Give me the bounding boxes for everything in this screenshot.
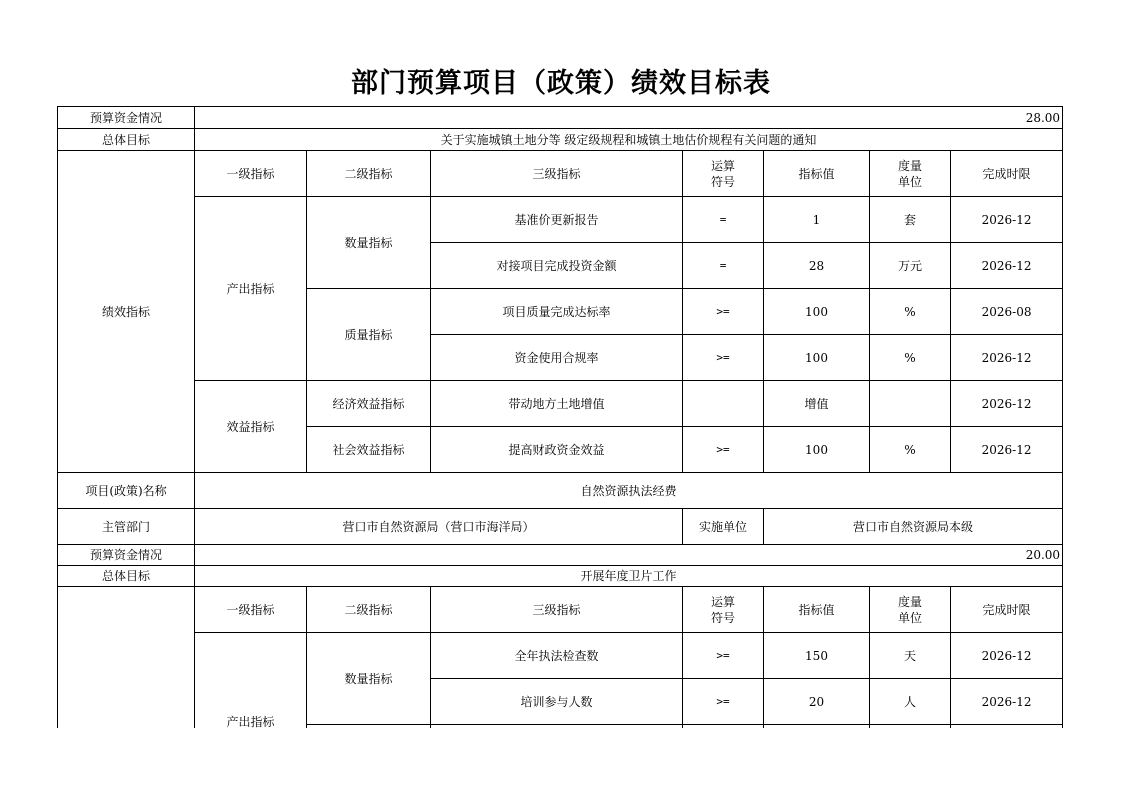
header-deadline: 完成时限	[951, 151, 1063, 197]
benefit-indicator-label: 效益指标	[195, 381, 307, 473]
quantity-indicator-label: 数量指标	[307, 197, 431, 289]
goal-label: 总体目标	[58, 129, 195, 151]
output-indicator-label: 产出指标	[195, 633, 307, 729]
header-unit: 度量 单位	[870, 587, 951, 633]
cell	[307, 725, 431, 729]
header-operator: 运算 符号	[683, 151, 764, 197]
indicator-value: 增值	[764, 381, 870, 427]
indicator-unit: %	[870, 335, 951, 381]
goal-text: 开展年度卫片工作	[195, 566, 1063, 587]
cell	[683, 725, 764, 729]
cell	[764, 725, 870, 729]
implementing-unit-label: 实施单位	[683, 509, 764, 545]
indicator-operator: =	[683, 243, 764, 289]
project-name-label: 项目(政策)名称	[58, 473, 195, 509]
header-value: 指标值	[764, 151, 870, 197]
indicator-deadline: 2026-12	[951, 633, 1063, 679]
header-level1: 一级指标	[195, 587, 307, 633]
indicator-unit	[870, 381, 951, 427]
goal-row	[58, 129, 1063, 151]
department-row	[58, 509, 1063, 545]
indicator-value: 28	[764, 243, 870, 289]
header-level2: 二级指标	[307, 587, 431, 633]
indicator-deadline: 2026-12	[951, 679, 1063, 725]
budget-amount: 20.00	[195, 545, 1063, 566]
performance-target-table	[57, 106, 1063, 728]
header-level3: 三级指标	[431, 587, 683, 633]
indicator-operator: >=	[683, 633, 764, 679]
indicator-value: 20	[764, 679, 870, 725]
indicator-deadline: 2026-08	[951, 289, 1063, 335]
table-row	[58, 197, 1063, 243]
page-title: 部门预算项目（政策）绩效目标表	[351, 68, 771, 99]
indicator-unit: 人	[870, 679, 951, 725]
indicator-name: 培训参与人数	[431, 679, 683, 725]
indicator-value: 100	[764, 289, 870, 335]
output-indicator-label: 产出指标	[195, 197, 307, 381]
quality-indicator-label: 质量指标	[307, 289, 431, 381]
budget-amount: 28.00	[195, 107, 1063, 129]
cell	[870, 725, 951, 729]
department-label: 主管部门	[58, 509, 195, 545]
indicator-unit: 天	[870, 633, 951, 679]
table-row	[58, 633, 1063, 679]
goal-text: 关于实施城镇土地分等 级定级规程和城镇土地估价规程有关问题的通知	[195, 129, 1063, 151]
header-operator: 运算 符号	[683, 587, 764, 633]
indicator-unit: 万元	[870, 243, 951, 289]
indicator-unit: 套	[870, 197, 951, 243]
indicator-deadline: 2026-12	[951, 427, 1063, 473]
header-row	[58, 587, 1063, 633]
indicator-name: 项目质量完成达标率	[431, 289, 683, 335]
performance-table-viewport	[57, 106, 1065, 728]
indicator-operator: >=	[683, 679, 764, 725]
indicator-name: 提高财政资金效益	[431, 427, 683, 473]
project-name-value: 自然资源执法经费	[195, 473, 1063, 509]
project-name-row	[58, 473, 1063, 509]
header-unit: 度量 单位	[870, 151, 951, 197]
header-level2: 二级指标	[307, 151, 431, 197]
indicator-name: 全年执法检查数	[431, 633, 683, 679]
indicator-value: 150	[764, 633, 870, 679]
table-row	[58, 381, 1063, 427]
indicator-operator: >=	[683, 335, 764, 381]
indicator-unit: %	[870, 427, 951, 473]
goal-label: 总体目标	[58, 566, 195, 587]
indicator-deadline: 2026-12	[951, 381, 1063, 427]
budget-label: 预算资金情况	[58, 545, 195, 566]
indicator-operator	[683, 381, 764, 427]
header-level3: 三级指标	[431, 151, 683, 197]
perf-indicator-cell	[58, 587, 195, 729]
economic-benefit-label: 经济效益指标	[307, 381, 431, 427]
indicator-operator: >=	[683, 427, 764, 473]
indicator-value: 100	[764, 427, 870, 473]
goal-row	[58, 566, 1063, 587]
budget-row	[58, 545, 1063, 566]
indicator-name: 资金使用合规率	[431, 335, 683, 381]
header-level1: 一级指标	[195, 151, 307, 197]
indicator-operator: >=	[683, 289, 764, 335]
header-row	[58, 151, 1063, 197]
indicator-deadline: 2026-12	[951, 243, 1063, 289]
cell	[951, 725, 1063, 729]
social-benefit-label: 社会效益指标	[307, 427, 431, 473]
indicator-name: 带动地方土地增值	[431, 381, 683, 427]
indicator-operator: =	[683, 197, 764, 243]
perf-indicator-label: 绩效指标	[58, 151, 195, 473]
department-value: 营口市自然资源局（营口市海洋局）	[195, 509, 683, 545]
quantity-indicator-label: 数量指标	[307, 633, 431, 725]
indicator-deadline: 2026-12	[951, 335, 1063, 381]
budget-row	[58, 107, 1063, 129]
header-value: 指标值	[764, 587, 870, 633]
implementing-unit-value: 营口市自然资源局本级	[764, 509, 1063, 545]
header-deadline: 完成时限	[951, 587, 1063, 633]
indicator-deadline: 2026-12	[951, 197, 1063, 243]
indicator-value: 1	[764, 197, 870, 243]
indicator-name: 对接项目完成投资金额	[431, 243, 683, 289]
cell	[431, 725, 683, 729]
budget-label: 预算资金情况	[58, 107, 195, 129]
indicator-value: 100	[764, 335, 870, 381]
indicator-unit: %	[870, 289, 951, 335]
indicator-name: 基准价更新报告	[431, 197, 683, 243]
